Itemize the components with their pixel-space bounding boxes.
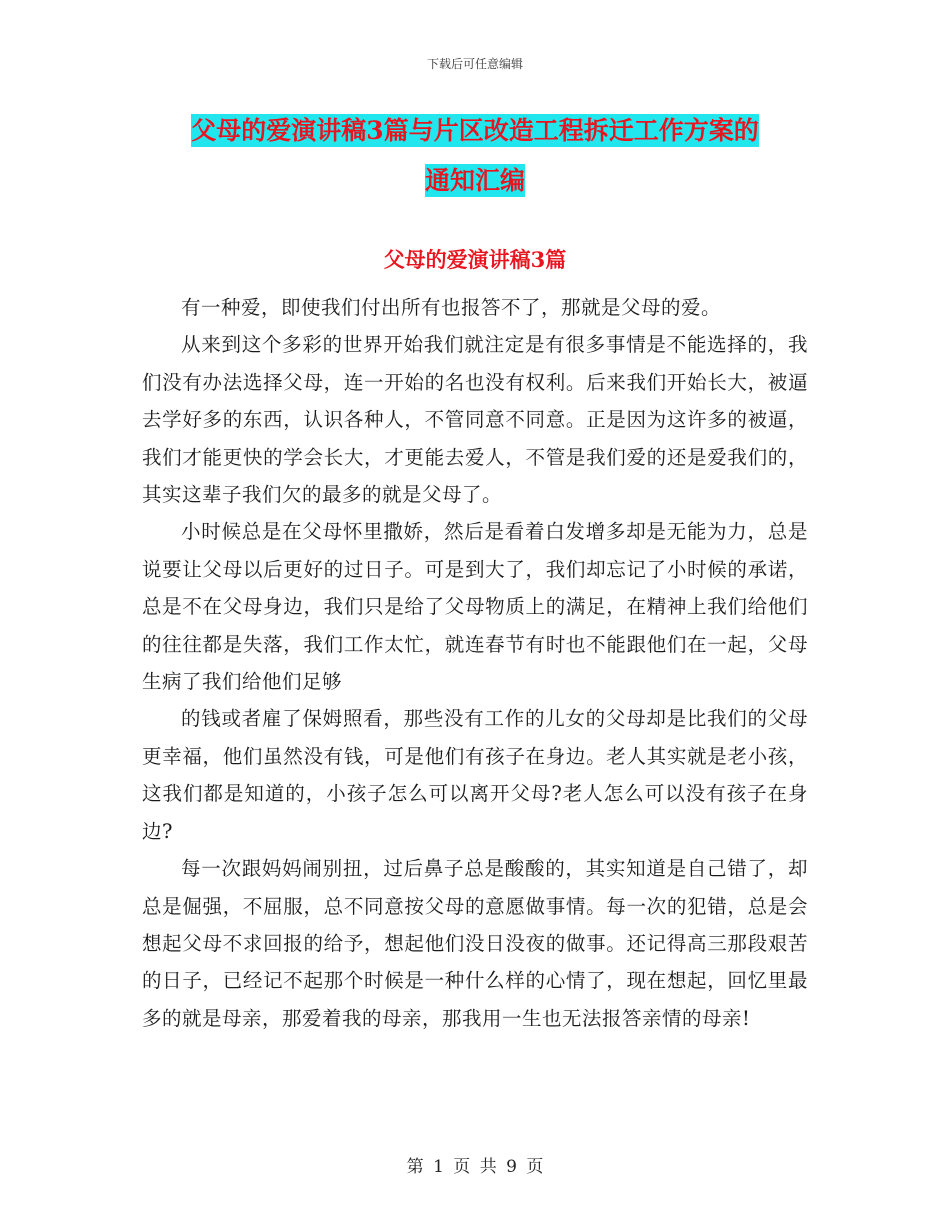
paragraph: 有一种爱，即使我们付出所有也报答不了，那就是父母的爱。	[181, 296, 722, 319]
paragraph: 的钱或者雇了保姆照看，那些没有工作的儿女的父母却是比我们的父母更幸福，他们虽然没有钱，可是他们有孩子在身边。老人其实就是老小孩，这我们都是知道的，小孩子怎么可以离开父母?老人怎么可以没有孩子在身边?	[142, 707, 808, 843]
document-title	[140, 106, 810, 206]
document-title-line-2: 通知汇编	[424, 166, 525, 195]
paragraph: 每一次跟妈妈闹别扭，过后鼻子总是酸酸的，其实知道是自己错了，却总是倔强，不屈服，总不同意按父母的意愿做事情。每一次的犯错，总是会想起父母不求回报的给予，想起他们没日没夜的做事。还记得高三那段艰苦的日子，已经记不起那个时候是一种什么样的心情了，现在想起，回忆里最多的就是母亲，那爱着我的母亲，那我用一生也无法报答亲情的母亲!	[142, 857, 808, 1030]
paragraph: 小时候总是在父母怀里撒娇，然后是看着白发增多却是无能为力，总是说要让父母以后更好的过日子。可是到大了，我们却忘记了小时候的承诺，总是不在父母身边，我们只是给了父母物质上的满足，在精神上我们给他们的往往都是失落，我们工作太忙，就连春节有时也不能跟他们在一起，父母生病了我们给他们足够	[142, 520, 808, 694]
document-title-line-1: 父母的爱演讲稿3篇与片区改造工程拆迁工作方案的	[191, 116, 759, 145]
document-body	[142, 289, 808, 1037]
section-title: 父母的爱演讲稿3篇	[383, 247, 567, 272]
page-number-footer: 第 1 页 共 9 页	[406, 1157, 544, 1177]
page-header-note: 下载后可任意编辑	[426, 57, 523, 71]
paragraph: 从来到这个多彩的世界开始我们就注定是有很多事情是不能选择的，我们没有办法选择父母，连一开始的名也没有权利。后来我们开始长大，被逼去学好多的东西，认识各种人，不管同意不同意。正是因为这许多的被逼，我们才能更快的学会长大，才更能去爱人，不管是我们爱的还是爱我们的，其实这辈子我们欠的最多的就是父母了。	[142, 333, 808, 507]
